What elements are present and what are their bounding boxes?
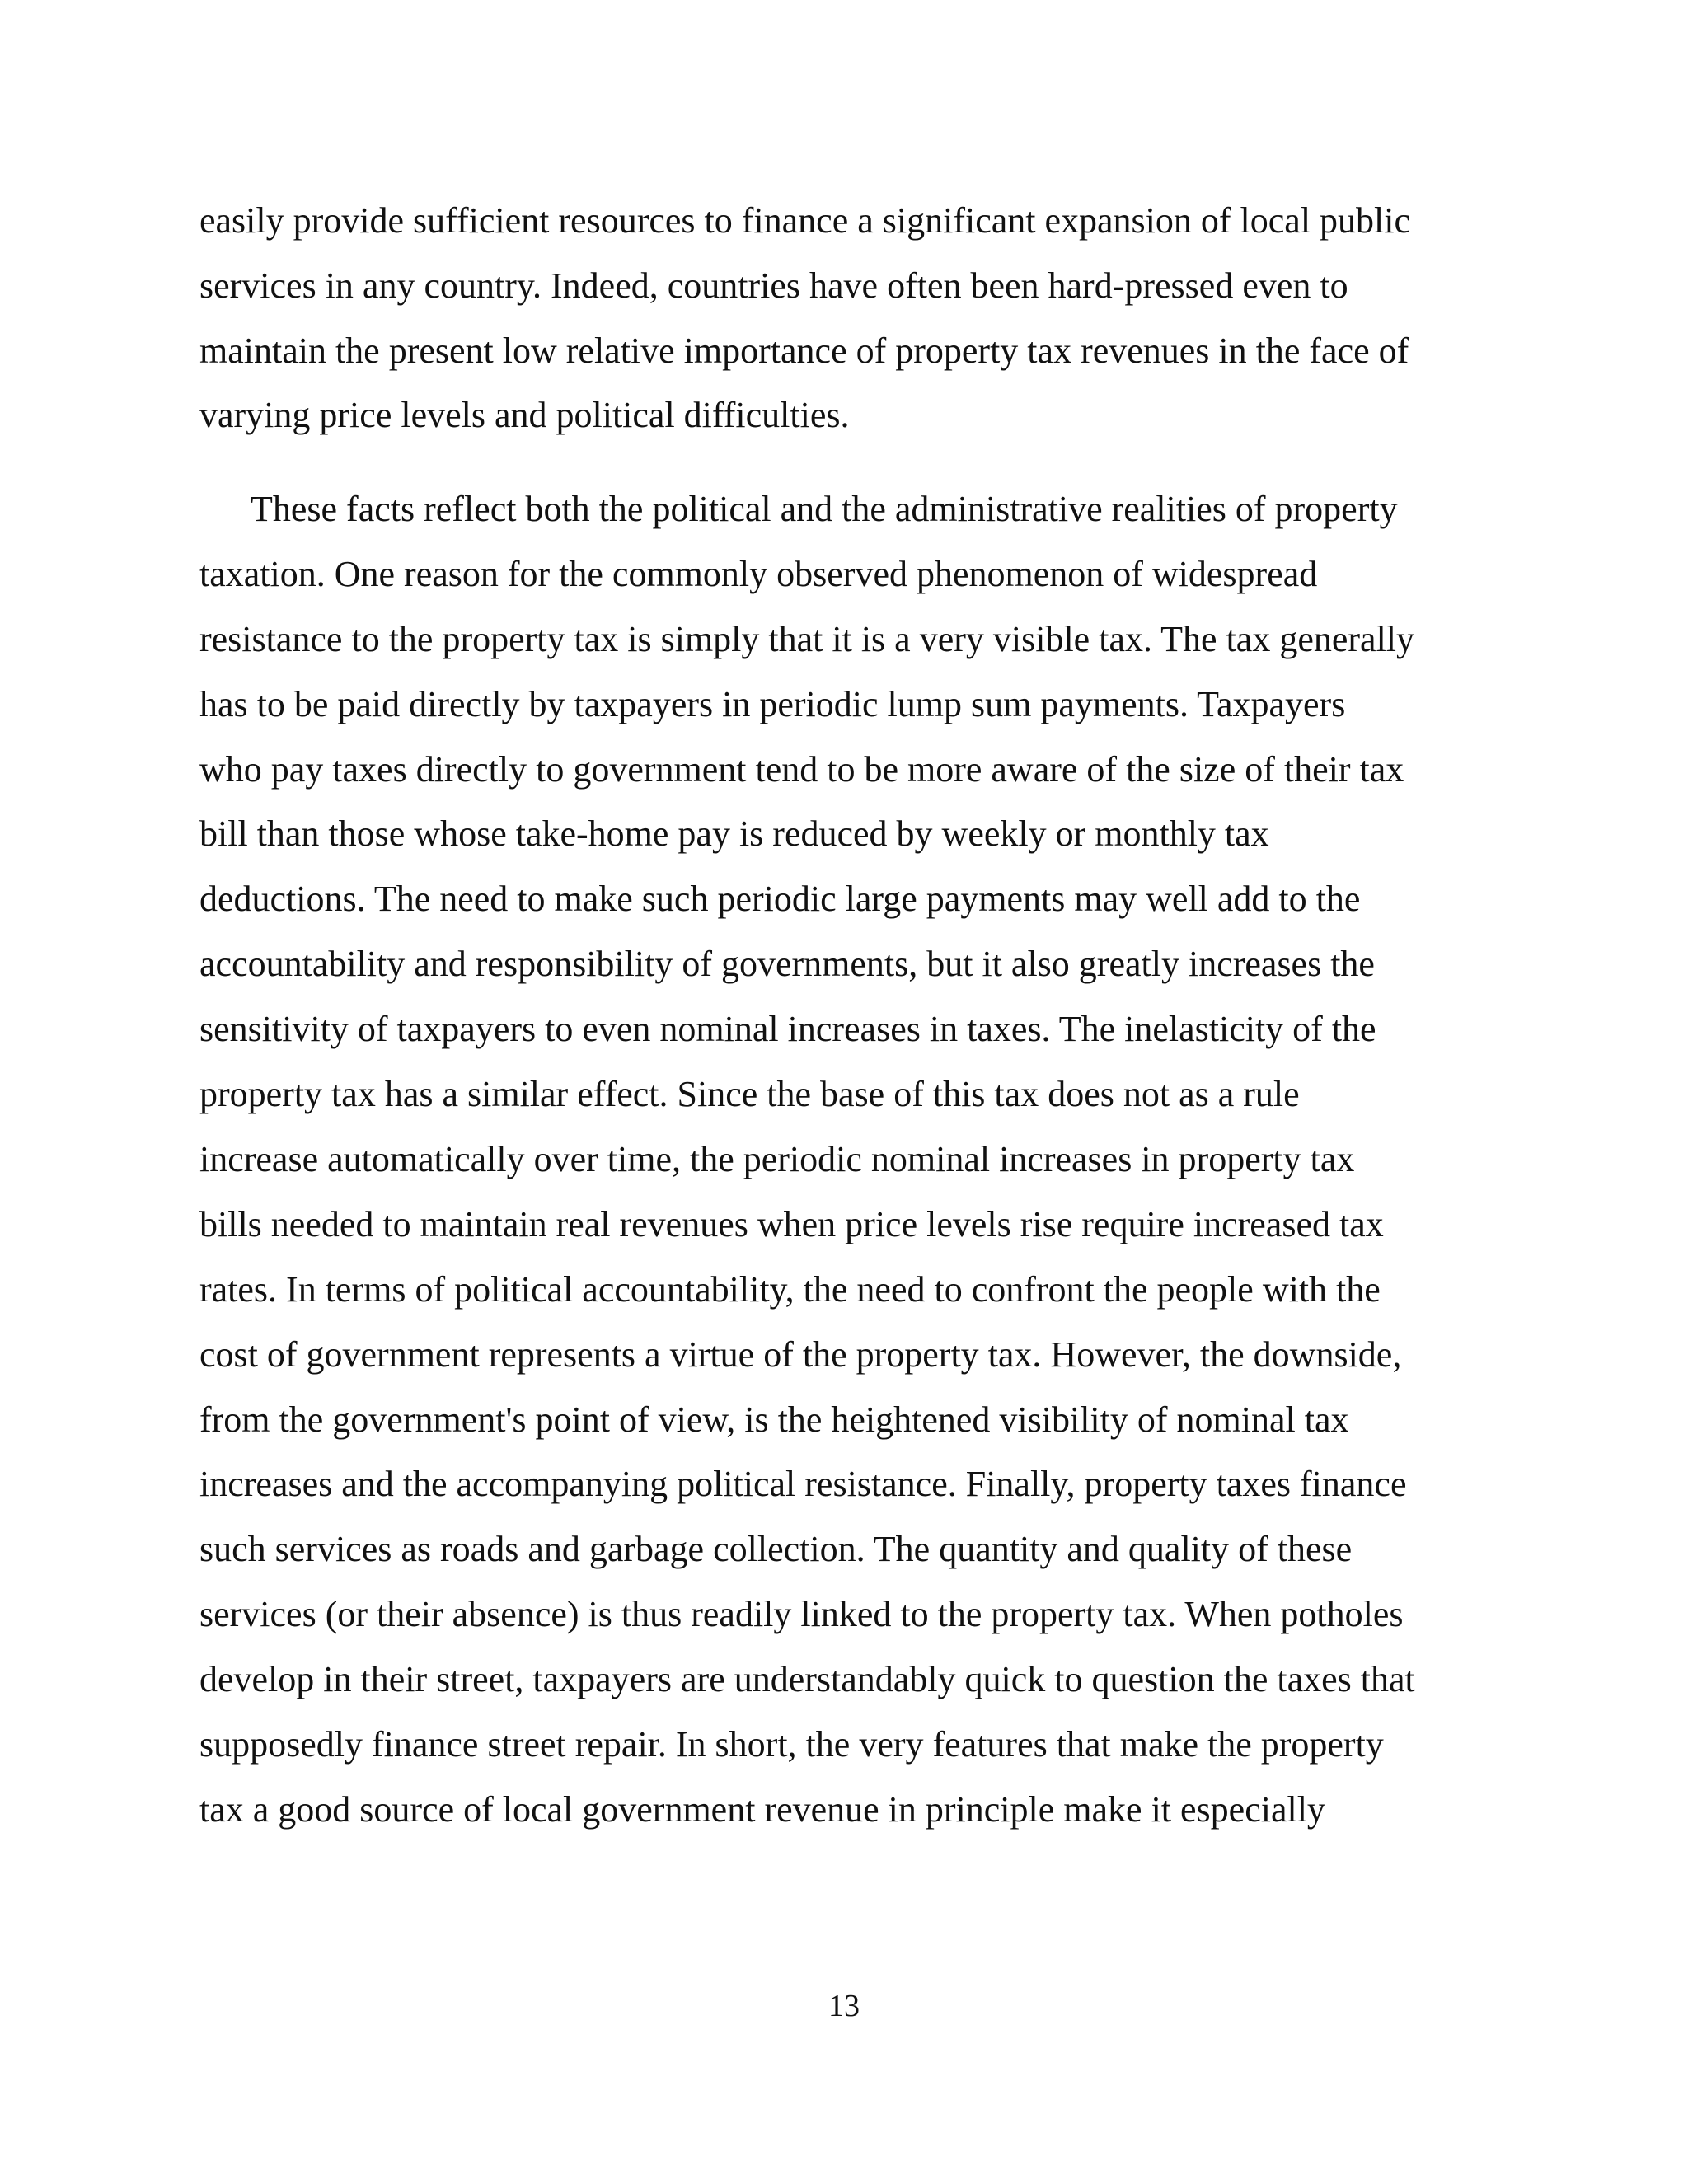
text-line: services (or their absence) is thus readily linked to the property tax. When potholes <box>199 1594 1404 1634</box>
text-line: varying price levels and political difficulties. <box>199 395 850 435</box>
text-line: increases and the accompanying political resistance. Finally, property taxes finance <box>199 1464 1407 1504</box>
page-number: 13 <box>828 1989 860 2023</box>
text-line: taxation. One reason for the commonly observed phenomenon of widespread <box>199 554 1318 594</box>
text-line: cost of government represents a virtue of the property tax. However, the downside, <box>199 1334 1402 1375</box>
text-line: such services as roads and garbage collection. The quantity and quality of these <box>199 1529 1353 1569</box>
text-line: tax a good source of local government revenue in principle make it especially <box>199 1789 1325 1830</box>
text-line: These facts reflect both the political and the administrative realities of property <box>251 489 1398 529</box>
text-line: sensitivity of taxpayers to even nominal increases in taxes. The inelasticity of the <box>199 1009 1376 1049</box>
text-line: property tax has a similar effect. Since the base of this tax does not as a rule <box>199 1074 1300 1114</box>
text-line: accountability and responsibility of governments, but it also greatly increases the <box>199 944 1375 984</box>
text-line: from the government's point of view, is the heightened visibility of nominal tax <box>199 1399 1349 1440</box>
text-line: bills needed to maintain real revenues when price levels rise require increased tax <box>199 1204 1384 1244</box>
text-line: resistance to the property tax is simply that it is a very visible tax. The tax generally <box>199 619 1415 659</box>
text-line: bill than those whose take-home pay is reduced by weekly or monthly tax <box>199 813 1269 854</box>
text-line: supposedly finance street repair. In short, the very features that make the property <box>199 1724 1384 1765</box>
text-line: services in any country. Indeed, countries have often been hard-pressed even to <box>199 265 1348 306</box>
text-line: easily provide sufficient resources to finance a significant expansion of local public <box>199 200 1411 241</box>
text-line: develop in their street, taxpayers are understandably quick to question the taxes that <box>199 1659 1415 1699</box>
text-line: who pay taxes directly to government tend to be more aware of the size of their tax <box>199 749 1404 790</box>
text-line: deductions. The need to make such periodic large payments may well add to the <box>199 879 1361 919</box>
text-line: has to be paid directly by taxpayers in periodic lump sum payments. Taxpayers <box>199 684 1346 724</box>
text-line: rates. In terms of political accountability, the need to confront the people with the <box>199 1269 1381 1310</box>
text-line: increase automatically over time, the periodic nominal increases in property tax <box>199 1139 1355 1179</box>
text-line: maintain the present low relative importance of property tax revenues in the face of <box>199 330 1409 371</box>
